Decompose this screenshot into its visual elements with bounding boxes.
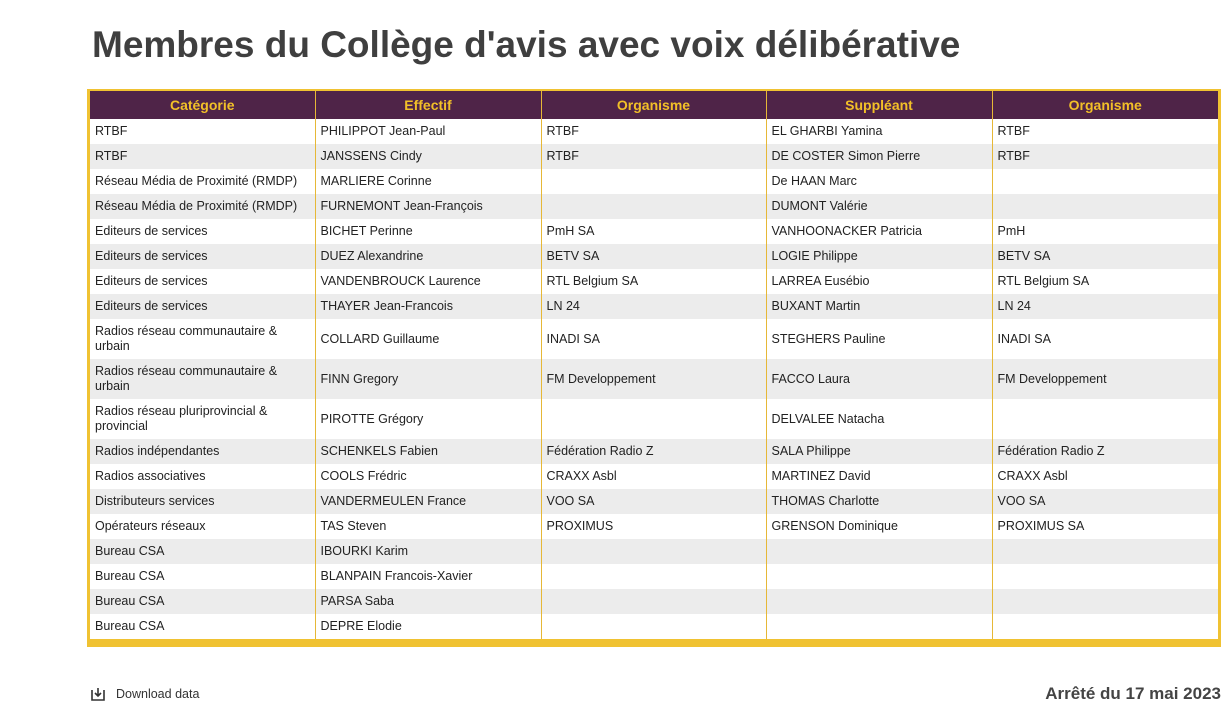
table-cell: RTBF [90, 144, 315, 169]
table-cell: TAS Steven [315, 514, 541, 539]
table-cell: RTL Belgium SA [992, 269, 1218, 294]
table-cell: Fédération Radio Z [541, 439, 766, 464]
table-cell: Réseau Média de Proximité (RMDP) [90, 194, 315, 219]
table-cell: Editeurs de services [90, 244, 315, 269]
table-frame [87, 89, 1221, 647]
column-header[interactable]: Organisme [541, 91, 766, 119]
table-cell: RTBF [992, 144, 1218, 169]
table-cell: COLLARD Guillaume [315, 319, 541, 359]
header-row [90, 91, 1218, 119]
table-cell: THAYER Jean-Francois [315, 294, 541, 319]
table-cell: Distributeurs services [90, 489, 315, 514]
table-cell: PROXIMUS SA [992, 514, 1218, 539]
table-cell: CRAXX Asbl [541, 464, 766, 489]
table-cell: CRAXX Asbl [992, 464, 1218, 489]
table-row [90, 464, 1218, 489]
table-cell: VOO SA [992, 489, 1218, 514]
table-cell: DEPRE Elodie [315, 614, 541, 639]
column-header[interactable]: Organisme [992, 91, 1218, 119]
table-cell: Bureau CSA [90, 614, 315, 639]
table-cell [992, 614, 1218, 639]
table-cell: BLANPAIN Francois-Xavier [315, 564, 541, 589]
table-cell: GRENSON Dominique [766, 514, 992, 539]
table-cell: FM Developpement [541, 359, 766, 399]
table-cell: MARTINEZ David [766, 464, 992, 489]
table-row [90, 144, 1218, 169]
table-cell [992, 399, 1218, 439]
table-cell: INADI SA [541, 319, 766, 359]
table-cell: DE COSTER Simon Pierre [766, 144, 992, 169]
table-row [90, 269, 1218, 294]
table-cell: VANHOONACKER Patricia [766, 219, 992, 244]
table-cell: RTBF [541, 119, 766, 144]
table-cell [992, 539, 1218, 564]
table-cell [541, 564, 766, 589]
table-cell: FINN Gregory [315, 359, 541, 399]
table-cell: VANDERMEULEN France [315, 489, 541, 514]
table-cell [992, 194, 1218, 219]
table-row [90, 194, 1218, 219]
table-cell [992, 589, 1218, 614]
table-cell [992, 564, 1218, 589]
table-cell: JANSSENS Cindy [315, 144, 541, 169]
table-row [90, 319, 1218, 359]
table-row [90, 169, 1218, 194]
table-cell: DUEZ Alexandrine [315, 244, 541, 269]
table-cell: RTBF [992, 119, 1218, 144]
table-cell: STEGHERS Pauline [766, 319, 992, 359]
table-cell: Bureau CSA [90, 589, 315, 614]
table-cell: IBOURKI Karim [315, 539, 541, 564]
table-cell: PROXIMUS [541, 514, 766, 539]
table-cell: SCHENKELS Fabien [315, 439, 541, 464]
table-cell: BUXANT Martin [766, 294, 992, 319]
table-row [90, 589, 1218, 614]
table-cell: LN 24 [992, 294, 1218, 319]
table-cell: BICHET Perinne [315, 219, 541, 244]
table-cell: Editeurs de services [90, 269, 315, 294]
table-cell: LOGIE Philippe [766, 244, 992, 269]
table-cell [541, 194, 766, 219]
table-cell: Editeurs de services [90, 219, 315, 244]
table-row [90, 399, 1218, 439]
table-cell: VANDENBROUCK Laurence [315, 269, 541, 294]
table-row [90, 614, 1218, 639]
table-cell: DELVALEE Natacha [766, 399, 992, 439]
table-row [90, 439, 1218, 464]
table-cell [766, 614, 992, 639]
table-cell: Radios réseau communautaire & urbain [90, 359, 315, 399]
table-cell: Bureau CSA [90, 539, 315, 564]
table-cell: SALA Philippe [766, 439, 992, 464]
table-row [90, 489, 1218, 514]
table-cell [992, 169, 1218, 194]
table-cell: PmH [992, 219, 1218, 244]
table-cell: De HAAN Marc [766, 169, 992, 194]
table-cell: PHILIPPOT Jean-Paul [315, 119, 541, 144]
table-row [90, 244, 1218, 269]
table-cell: BETV SA [992, 244, 1218, 269]
table-cell: Bureau CSA [90, 564, 315, 589]
table-cell: PmH SA [541, 219, 766, 244]
download-data-button[interactable] [90, 686, 199, 702]
table-cell [541, 614, 766, 639]
column-header[interactable]: Effectif [315, 91, 541, 119]
table-cell: FM Developpement [992, 359, 1218, 399]
table-cell: EL GHARBI Yamina [766, 119, 992, 144]
table-cell [766, 589, 992, 614]
table-cell [541, 589, 766, 614]
table-cell: RTBF [90, 119, 315, 144]
table-cell: FACCO Laura [766, 359, 992, 399]
table-row [90, 359, 1218, 399]
table-cell [541, 399, 766, 439]
table-cell: DUMONT Valérie [766, 194, 992, 219]
table-cell: MARLIERE Corinne [315, 169, 541, 194]
table-row [90, 564, 1218, 589]
table-cell: RTL Belgium SA [541, 269, 766, 294]
table-row [90, 119, 1218, 144]
date-note: Arrêté du 17 mai 2023 [1045, 684, 1221, 703]
table-cell [766, 539, 992, 564]
page-title: Membres du Collège d'avis avec voix délibérative [92, 24, 961, 65]
table-cell: BETV SA [541, 244, 766, 269]
download-icon [90, 686, 106, 702]
table-cell: Opérateurs réseaux [90, 514, 315, 539]
table-cell: Radios indépendantes [90, 439, 315, 464]
column-header[interactable]: Suppléant [766, 91, 992, 119]
table-cell: LARREA Eusébio [766, 269, 992, 294]
table-cell: COOLS Frédric [315, 464, 541, 489]
table-cell: RTBF [541, 144, 766, 169]
members-table [90, 91, 1218, 639]
table-cell: Fédération Radio Z [992, 439, 1218, 464]
table-cell: THOMAS Charlotte [766, 489, 992, 514]
table-row [90, 514, 1218, 539]
table-cell [541, 539, 766, 564]
table-cell: PARSA Saba [315, 589, 541, 614]
table-row [90, 294, 1218, 319]
download-data-label: Download data [116, 687, 200, 701]
column-header[interactable]: Catégorie [90, 91, 315, 119]
table-cell: Radios réseau pluriprovincial & provincial [90, 399, 315, 439]
table-row [90, 219, 1218, 244]
table-cell: Réseau Média de Proximité (RMDP) [90, 169, 315, 194]
table-cell: Radios associatives [90, 464, 315, 489]
table-cell: Radios réseau communautaire & urbain [90, 319, 315, 359]
table-cell: FURNEMONT Jean-François [315, 194, 541, 219]
table-cell: LN 24 [541, 294, 766, 319]
table-cell: PIROTTE Grégory [315, 399, 541, 439]
table-cell [766, 564, 992, 589]
table-cell: VOO SA [541, 489, 766, 514]
table-cell: INADI SA [992, 319, 1218, 359]
table-cell [541, 169, 766, 194]
table-row [90, 539, 1218, 564]
table-cell: Editeurs de services [90, 294, 315, 319]
